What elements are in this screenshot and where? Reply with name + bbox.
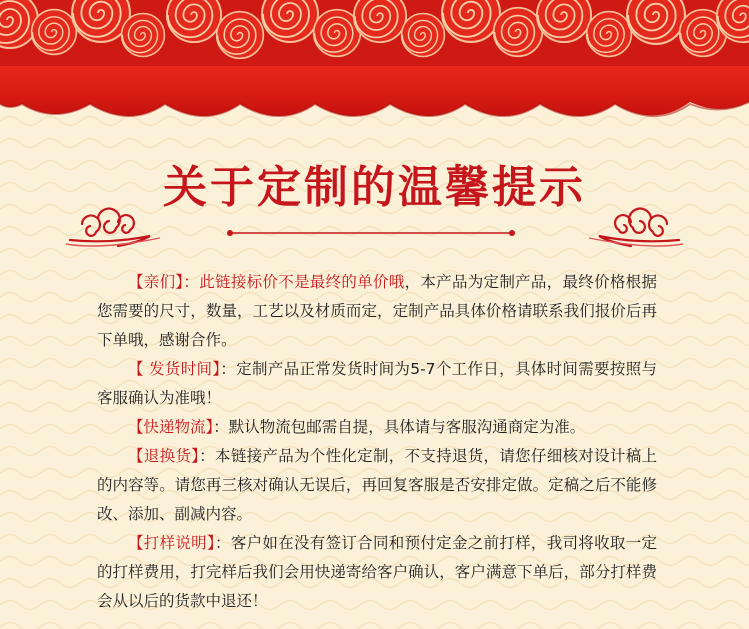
notice-paragraph-price <box>97 268 657 355</box>
notice-label: 【 发货时间】 <box>128 360 221 378</box>
notice-label: 【亲们】： <box>128 273 200 291</box>
notice-paragraph-sampling <box>97 529 657 616</box>
notice-text: ：默认物流包邮需自提，具体请与客服沟通商定为准。 <box>213 418 586 436</box>
notice-text: ：本链接产品为个性化定制，不支持退货，请您仔细核对设计稿上的内容等。请您再三核对确认无误后，再回复客服是否安排定做。定稿之后不能修改、添加、副减内容。 <box>97 447 657 523</box>
notice-label: 【打样说明】 <box>128 534 216 552</box>
swirl-cloud-icon <box>589 209 683 246</box>
notice-text: ：定制产品正常发货时间为5-7个工作日，具体时间需要按照与客服确认为准哦！ <box>97 360 657 407</box>
header-banner <box>0 0 749 140</box>
notice-content <box>97 268 657 616</box>
notice-paragraph-shipping-time <box>97 355 657 413</box>
swirl-cloud-icon <box>66 209 160 246</box>
page-title: 关于定制的温馨提示 <box>163 162 586 213</box>
notice-paragraph-logistics <box>97 413 657 442</box>
notice-highlight: 此链接标价不是最终的单价哦 <box>199 273 405 291</box>
notice-text: ：客户如在没有签订合同和预付定金之前打样，我司将收取一定的打样费用，打完样后我们会用快递寄给客户确认，客户满意下单后，部分打样费会从以后的货款中退还！ <box>97 534 657 610</box>
notice-paragraph-returns <box>97 442 657 529</box>
notice-label: 【快递物流】 <box>128 418 214 436</box>
notice-text: ，本产品为定制产品，最终价格根据您需要的尺寸，数量，工艺以及材质而定，定制产品具体价格请联系我们报价后再下单哦，感谢合作。 <box>97 273 657 349</box>
notice-label: 【退换货】 <box>128 447 200 465</box>
title-divider <box>0 200 749 260</box>
